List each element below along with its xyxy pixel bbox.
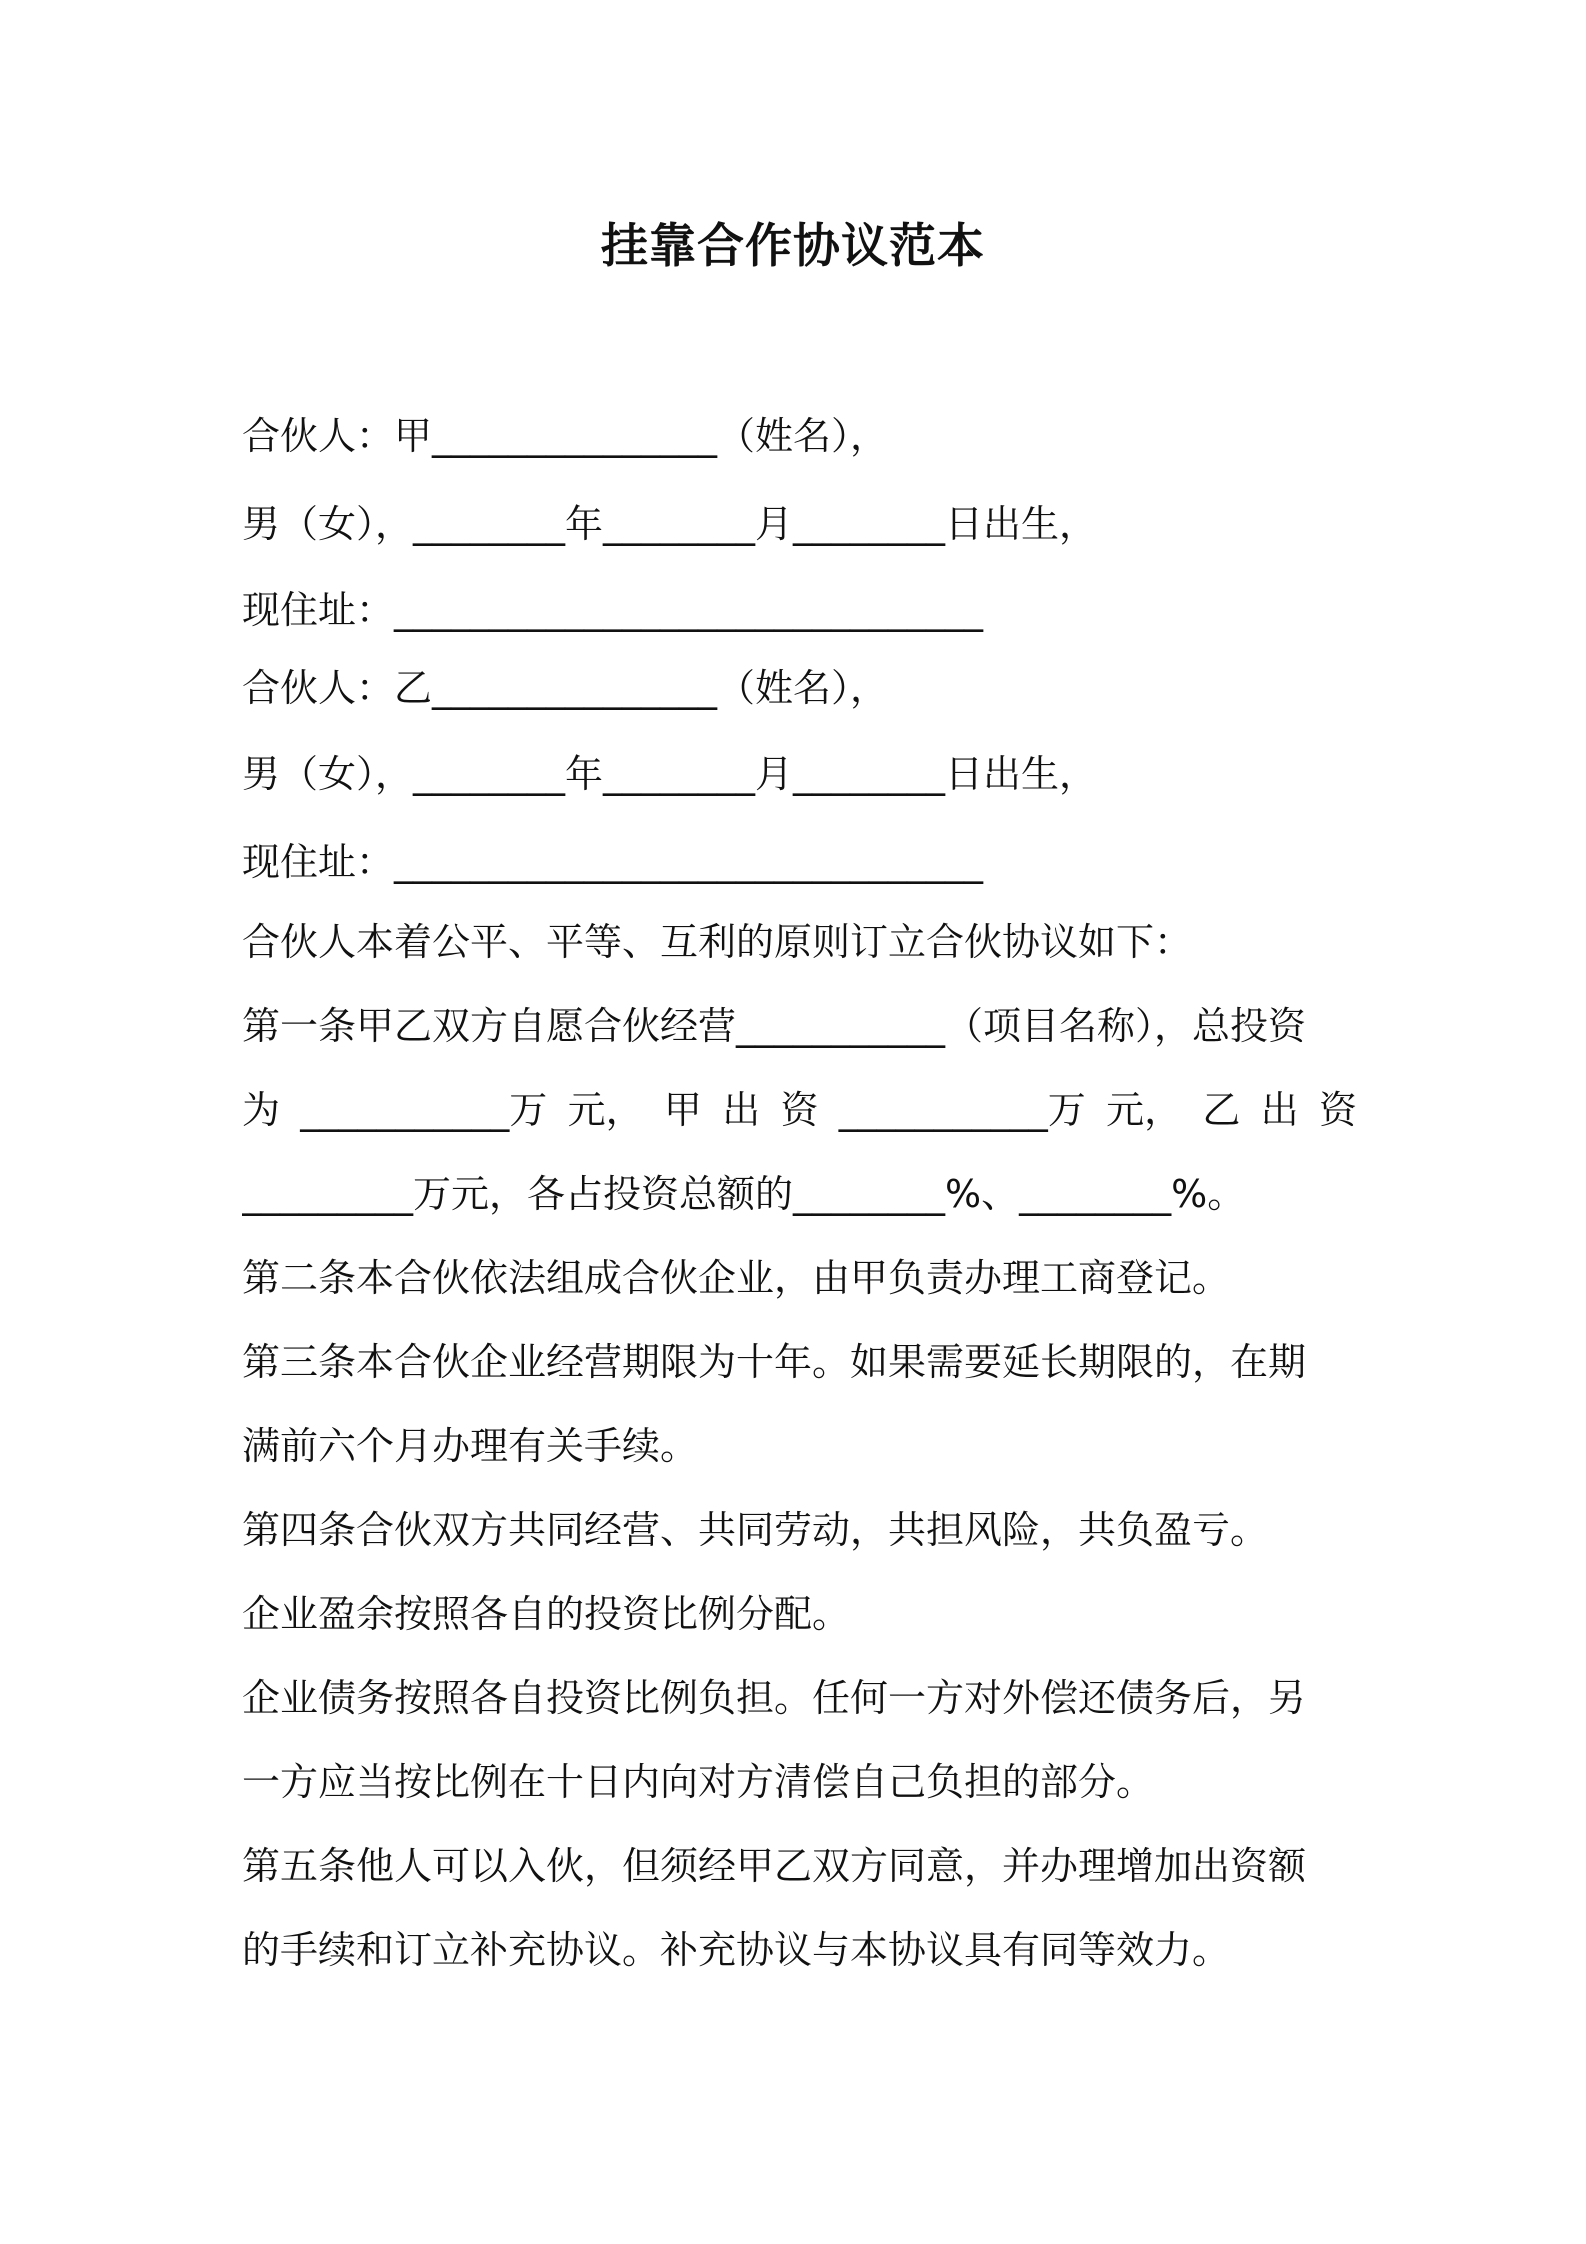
text-segment: 资: [1318, 1088, 1357, 1132]
article-5-line-1: 第五条他人可以入伙，但须经甲乙双方同意，并办理增加出资额: [242, 1844, 1307, 1888]
text-segment: 出: [722, 1088, 761, 1132]
party-b-name-line: 合伙人：乙_______________（姓名），: [242, 666, 889, 710]
text-segment: 出: [1260, 1088, 1299, 1132]
text-segment: 甲: [663, 1088, 702, 1132]
text-segment: 元，: [567, 1088, 644, 1132]
article-3-line-2: 满前六个月办理有关手续。: [242, 1424, 699, 1468]
party-b-address-line: 现住址：_______________________________: [242, 840, 984, 884]
party-a-address-line: 现住址：_______________________________: [242, 588, 984, 632]
party-a-birth-line: 男（女），________年________月________日出生，: [242, 502, 1098, 546]
article-4-line-2: 企业盈余按照各自的投资比例分配。: [242, 1592, 851, 1636]
party-b-birth-line: 男（女），________年________月________日出生，: [242, 752, 1098, 796]
party-a-name-line: 合伙人：甲_______________（姓名），: [242, 414, 889, 458]
article-1-line-1: 第一条甲乙双方自愿合伙经营___________（项目名称），总投资: [242, 1004, 1307, 1048]
agreement-intro-line: 合伙人本着公平、平等、互利的原则订立合伙协议如下：: [242, 920, 1193, 964]
article-2-line: 第二条本合伙依法组成合伙企业，由甲负责办理工商登记。: [242, 1256, 1231, 1300]
document-title: 挂靠合作协议范本: [601, 219, 985, 274]
article-1-line-2: [242, 1082, 1357, 1138]
article-4-line-4: 一方应当按比例在十日内向对方清偿自己负担的部分。: [242, 1760, 1155, 1804]
text-segment: ___________万: [300, 1088, 548, 1132]
article-5-line-2: 的手续和订立补充协议。补充协议与本协议具有同等效力。: [242, 1928, 1231, 1972]
text-segment: 为: [242, 1088, 281, 1132]
article-4-line-1: 第四条合伙双方共同经营、共同劳动，共担风险，共负盈亏。: [242, 1508, 1269, 1552]
article-1-line-3: _________万元，各占投资总额的________%、________%。: [242, 1172, 1246, 1216]
article-3-line-1: 第三条本合伙企业经营期限为十年。如果需要延长期限的，在期: [242, 1340, 1307, 1384]
text-segment: ___________万: [838, 1088, 1086, 1132]
article-4-line-3: 企业债务按照各自投资比例负担。任何一方对外偿还债务后，另: [242, 1676, 1307, 1720]
text-segment: 资: [780, 1088, 819, 1132]
text-segment: 元，: [1106, 1088, 1183, 1132]
text-segment: 乙: [1202, 1088, 1241, 1132]
